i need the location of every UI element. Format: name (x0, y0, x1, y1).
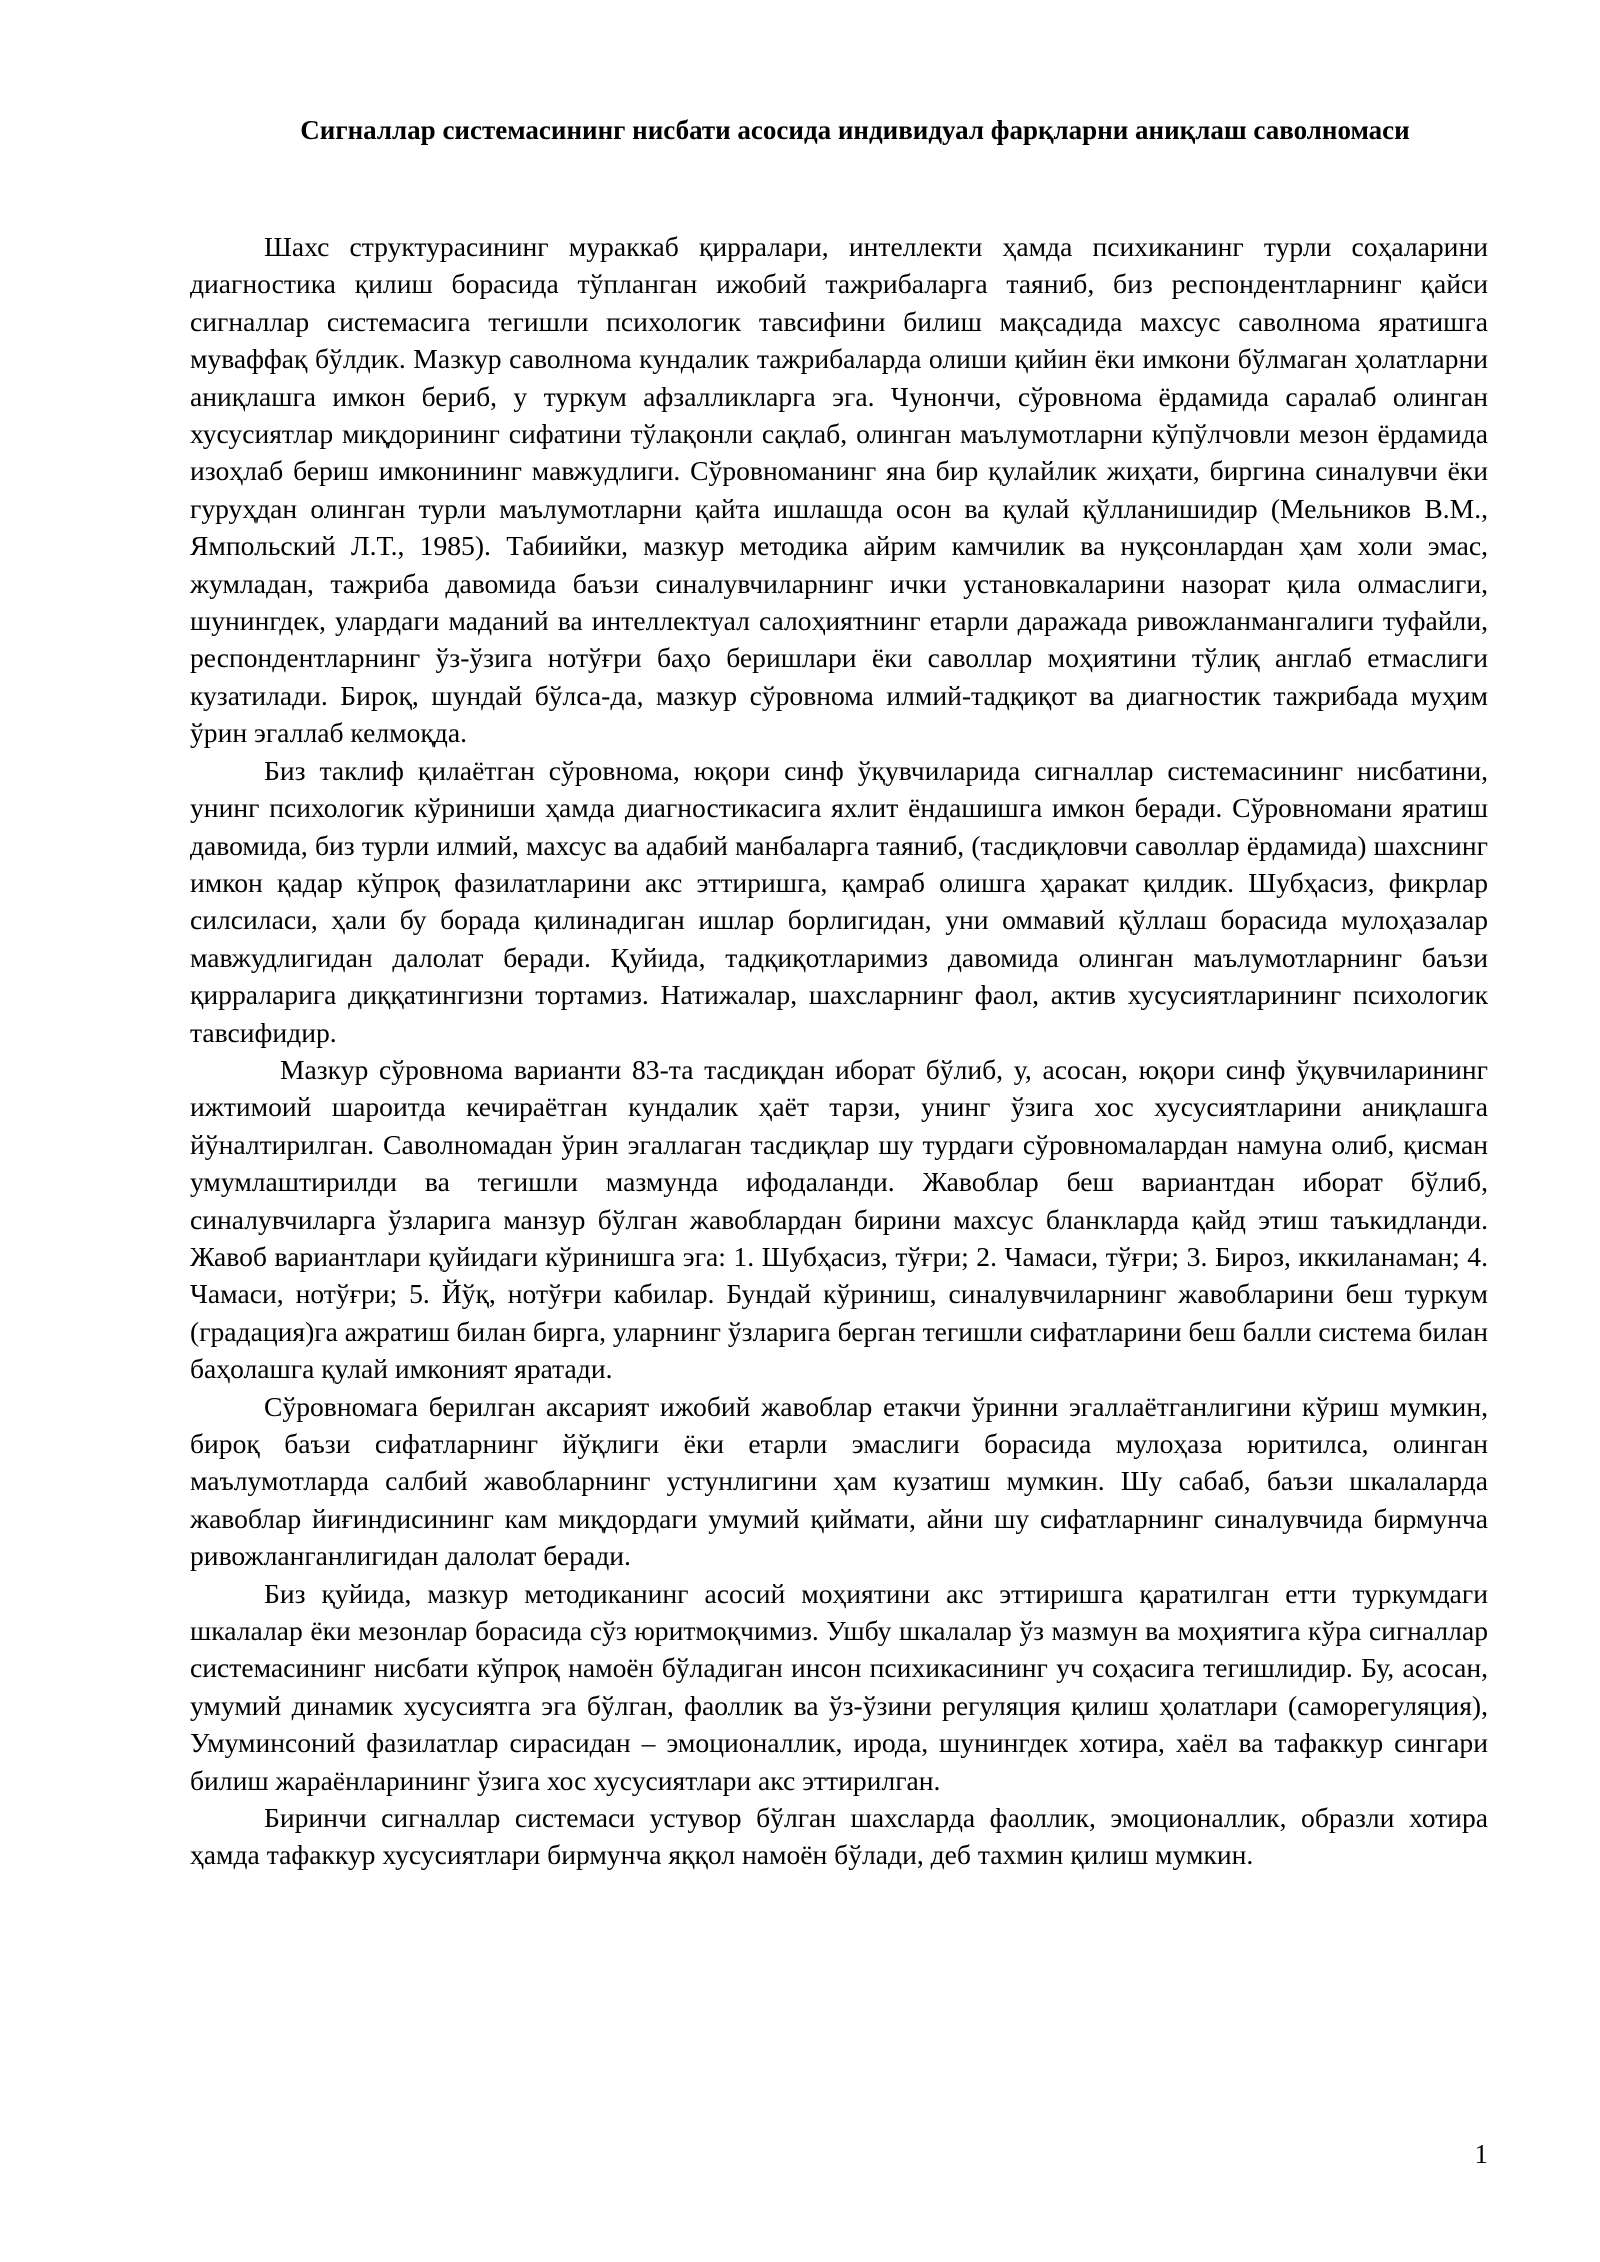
page-number: 1 (1474, 2139, 1488, 2169)
paragraph-6: Биринчи сигналлар системаси устувор бўлган шахсларда фаоллик, эмоционаллик, образли хотира ҳамда тафаккур хусусиятлари бирмунча яққол намоён бўлади, деб тахмин қилиш мумкин. (190, 1802, 1488, 1871)
paragraph-5: Биз қуйида, мазкур методиканинг асосий моҳиятини акс эттиришга қаратилган етти туркумдаги шкалалар ёки мезонлар борасида сўз юритмоқчимиз. Ушбу шкалалар ўз мазмун ва моҳиятига кўра сигналлар системасининг нисбати кўпроқ намоён бўладиган инсон психикасининг уч соҳасига тегишлидир. Бу, асосан, умумий динамик хусусиятга эга бўлган, фаоллик ва ўз-ўзини регуляция қилиш ҳолатлари (саморегуляция), Умуминсоний фазилатлар сирасидан – эмоционаллик, ирода, шунингдек хотира, хаёл ва тафаккур сингари билиш жараёнларининг ўзига хос хусусиятлари акс эттирилган. (190, 1577, 1488, 1796)
document-title: Сигналлар системасининг нисбати асосида индивидуал фарқларни аниқлаш саволномаси (300, 115, 1410, 145)
document-body (190, 228, 1488, 1874)
paragraph-3: Мазкур сўровнома варианти 83-та тасдиқдан иборат бўлиб, у, асосан, юқори синф ўқувчиларининг ижтимоий шароитда кечираётган кундалик ҳаёт тарзи, унинг ўзига хос хусусиятларини аниқлашга йўналтирилган. Саволномадан ўрин эгаллаган тасдиқлар шу турдаги сўровномалардан намуна олиб, қисман умумлаштирилди ва тегишли мазмунда ифодаланди. Жавоблар беш вариантдан иборат бўлиб, синалувчиларга ўзларига манзур бўлган жавоблардан бирини махсус бланкларда қайд этиш таъкидланди. Жавоб вариантлари қуйидаги кўринишга эга: 1. Шубҳасиз, тўғри; 2. Чамаси, тўғри; 3. Бироз, иккиланаман; 4. Чамаси, нотўғри; 5. Йўқ, нотўғри кабилар. Бундай кўриниш, синалувчиларнинг жавобларини беш туркум (градация)га ажратиш билан бирга, уларнинг ўзларига берган тегишли сифатларини беш балли система билан баҳолашга қулай имконият яратади. (190, 1053, 1488, 1385)
paragraph-1: Шахс структурасининг мураккаб қирралари, интеллекти ҳамда психиканинг турли соҳаларини диагностика қилиш борасида тўпланган ижобий тажрибаларга таяниб, биз респондентларнинг қайси сигналлар системасига тегишли психологик тавсифини билиш мақсадида махсус саволнома яратишга муваффақ бўлдик. Мазкур саволнома кундалик тажрибаларда олиши қийин ёки имкони бўлмаган ҳолатларни аниқлашга имкон бериб, у туркум афзалликларга эга. Чунончи, сўровнома ёрдамида саралаб олинган хусусиятлар миқдорининг сифатини тўлақонли сақлаб, олинган маълумотларни кўпўлчовли мезон ёрдамида изоҳлаб бериш имконининг мавжудлиги. Сўровноманинг яна бир қулайлик жиҳати, биргина синалувчи ёки гуруҳдан олинган турли маълумотларни қайта ишлашда осон ва қулай қўлланишидир (Мельников В.М., Ямпольский Л.Т., 1985). Табиийки, мазкур методика айрим камчилик ва нуқсонлардан ҳам холи эмас, жумладан, тажриба давомида баъзи синалувчиларнинг ички установкаларини назорат қила олмаслиги, шунингдек, улардаги маданий ва интеллектуал салоҳиятнинг етарли даражада ривожланмангалиги туфайли, респондентларнинг ўз-ўзига нотўғри баҳо беришлари ёки саволлар моҳиятини тўлиқ англаб етмаслиги кузатилади. Бироқ, шундай бўлса-да, мазкур сўровнома илмий-тадқиқот ва диагностик тажрибада муҳим ўрин эгаллаб келмоқда. (190, 231, 1488, 749)
paragraph-2: Биз таклиф қилаётган сўровнома, юқори синф ўқувчиларида сигналлар системасининг нисбатини, унинг психологик кўриниши ҳамда диагностикасига яхлит ёндашишга имкон беради. Сўровномани яратиш давомида, биз турли илмий, махсус ва адабий манбаларга таяниб, (тасдиқловчи саволлар ёрдамида) шахснинг имкон қадар кўпроқ фазилатларини акс эттиришга, қамраб олишга ҳаракат қилдик. Шубҳасиз, фикрлар силсиласи, ҳали бу борада қилинадиган ишлар борлигидан, уни оммавий қўллаш борасида мулоҳазалар мавжудлигидан далолат беради. Қуйида, тадқиқотларимиз давомида олинган маълумотларнинг баъзи қирраларига диққатингизни тортамиз. Натижалар, шахсларнинг фаол, актив хусусиятларининг психологик тавсифидир. (190, 754, 1488, 1048)
paragraph-4: Сўровномага берилган аксарият ижобий жавоблар етакчи ўринни эгаллаётганлигини кўриш мумкин, бироқ баъзи сифатларнинг йўқлиги ёки етарли эмаслиги борасида мулоҳаза юритилса, олинган маълумотларда салбий жавобларнинг устунлигини ҳам кузатиш мумкин. Шу сабаб, баъзи шкалаларда жавоблар йиғиндисининг кам миқдордаги умумий қиймати, айни шу сифатларнинг синалувчида бирмунча ривожланганлигидан далолат беради. (190, 1390, 1488, 1572)
